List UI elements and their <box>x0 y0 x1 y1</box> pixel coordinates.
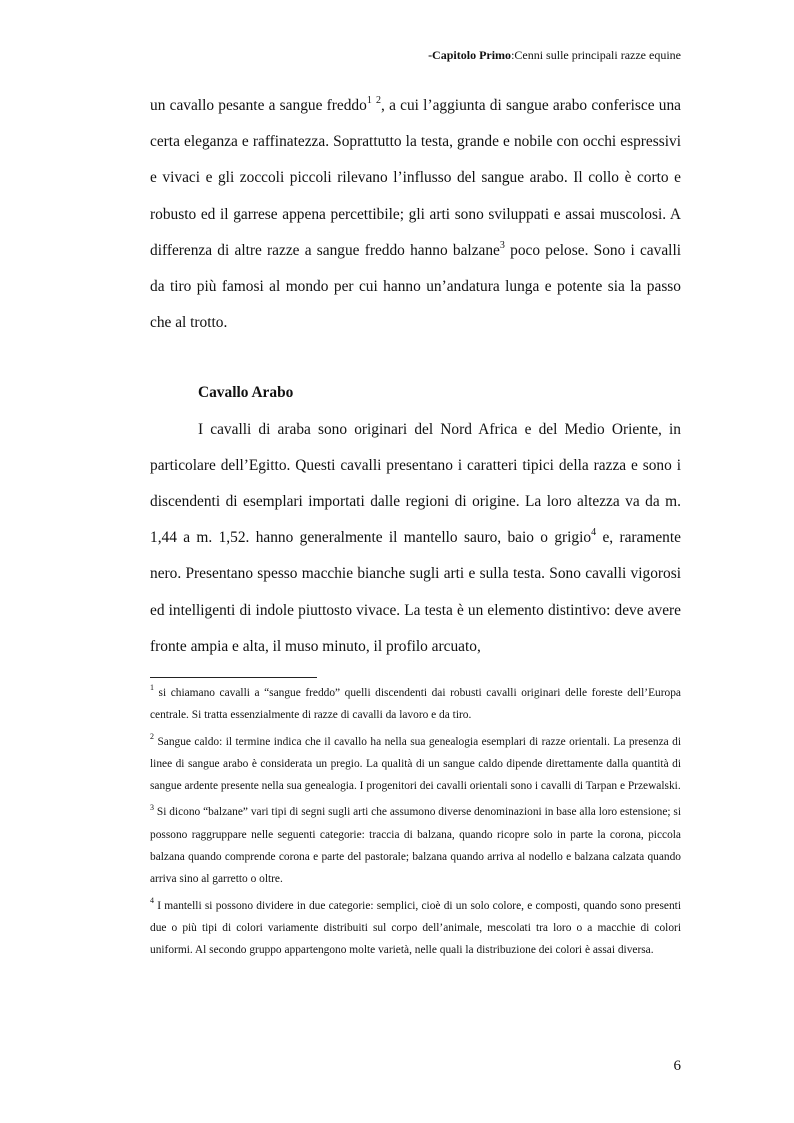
running-header <box>428 48 681 63</box>
header-chapter: -Capitolo Primo <box>428 48 512 62</box>
footnote-text: si chiamano cavalli a “sangue freddo” quelli discendenti dai robusti cavalli originari delle foreste dell’Europa centrale. Si tratta essenzialmente di razze di cavalli da lavoro e da tiro. <box>150 687 681 722</box>
main-text <box>150 88 681 665</box>
header-subtitle: :Cenni sulle principali razze equine <box>511 48 681 62</box>
section-title: Cavallo Arabo <box>198 384 294 402</box>
paragraph-2-text-a: I cavalli di araba sono originari del Nord Africa e del Medio Oriente, in particolare dell’Egitto. Questi cavalli presentano i caratteri tipici della razza e sono i discendenti di esemplari importati dalle regioni di origine. La loro altezza va da m. 1,44 a m. 1,52. hanno generalmente il mantello sauro, baio o grigio <box>150 420 681 547</box>
footnote-ref-4[interactable]: 4 <box>591 527 597 539</box>
footnote-text: Si dicono “balzane” vari tipi di segni sugli arti che assumono diverse denominazioni in base alla loro estensione; si possono raggruppare nelle seguenti categorie: traccia di balzana, quando ricopre solo in parte la corona, piccola balzana quando comprende corona e parte del pastorale; balzana quando arriva al nodello e balzana calzata quando arriva sino al garretto o oltre. <box>150 806 681 886</box>
paragraph-1 <box>150 88 681 341</box>
footnote-ref-2[interactable]: 2 <box>376 94 382 106</box>
footnote-text: Sangue caldo: il termine indica che il cavallo ha nella sua genealogia esemplari di razze orientali. La presenza di linee di sangue arabo è considerata un pregio. La qualità di un sangue caldo dipende direttamente dalla quantità di sangue ardente presente nella sua genealogia. I progenitori dei cavalli orientali sono i cavalli di Tarpan e Przewalski. <box>150 735 681 793</box>
footnote-ref-1[interactable]: 1 <box>366 94 372 106</box>
paragraph-1-text-c: poco pelose. Sono i cavalli da tiro più famosi al mondo per cui hanno un’andatura lunga e potente sia la passo che al trotto. <box>150 241 681 332</box>
page-number: 6 <box>673 1058 681 1074</box>
paragraph-2 <box>150 412 681 665</box>
footnote-number: 1 <box>150 683 154 693</box>
footnote-3 <box>150 801 681 890</box>
footnotes <box>150 682 681 966</box>
paragraph-2-text-b: e, raramente nero. Presentano spesso macchie bianche sugli arti e sulla testa. Sono cavalli vigorosi ed intelligenti di indole piuttosto vivace. La testa è un elemento distintivo: deve avere fronte ampia e alta, il muso minuto, il profilo arcuato, <box>150 529 681 655</box>
footnote-1 <box>150 682 681 727</box>
paragraph-1-text-b: , a cui l’aggiunta di sangue arabo conferisce una certa eleganza e raffinatezza. Soprattutto la testa, grande e nobile con occhi espressivi e vivaci e gli zoccoli piccoli rilevano l’influsso del sangue arabo. Il collo è corto e robusto ed il garrese appena percettibile; gli arti sono sviluppati e assai muscolosi. A differenza di altre razze a sangue freddo hanno balzane <box>150 97 681 259</box>
footnote-2 <box>150 731 681 798</box>
footnote-4 <box>150 895 681 962</box>
footnote-ref-3[interactable]: 3 <box>499 239 505 251</box>
footnote-number: 4 <box>150 895 154 905</box>
footnote-number: 3 <box>150 802 154 812</box>
paragraph-1-text-a: un cavallo pesante a sangue freddo <box>150 97 367 114</box>
footnote-number: 2 <box>150 731 154 741</box>
footnote-text: I mantelli si possono dividere in due categorie: semplici, cioè di un solo colore, e composti, quando sono presenti due o più tipi di colori variamente distribuiti sul corpo dell’animale, mescolati tra loro o a macchie di colori uniformi. Al secondo gruppo appartengono molte varietà, nelle quali la distribuzione dei colori è assai diversa. <box>150 899 681 957</box>
footnote-separator <box>150 677 317 678</box>
